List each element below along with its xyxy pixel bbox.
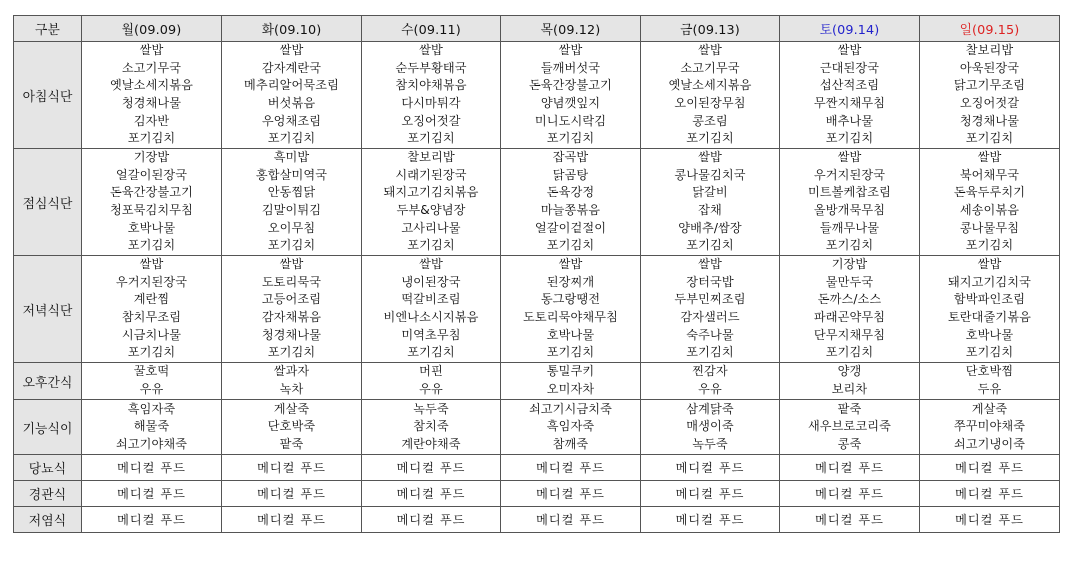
menu-cell-fri xyxy=(641,149,780,256)
menu-cell-tue xyxy=(222,363,362,400)
row-label: 당뇨식 xyxy=(14,455,82,481)
menu-item: 청경채나물 xyxy=(121,96,182,110)
medical-food-cell-mon: 메디컬 푸드 xyxy=(82,507,222,533)
medical-food-cell-wed: 메디컬 푸드 xyxy=(362,507,501,533)
row-label: 경관식 xyxy=(14,481,82,507)
menu-item: 녹두죽 xyxy=(413,401,449,416)
menu-cell-sun xyxy=(920,42,1060,149)
menu-cell-tue xyxy=(222,400,362,455)
menu-item: 계란찜 xyxy=(133,292,170,307)
menu-item: 팥죽 xyxy=(837,401,862,416)
menu-item: 미역초무침 xyxy=(401,327,461,342)
menu-cell-sun xyxy=(920,149,1060,256)
menu-item: 무짠지채무침 xyxy=(813,96,886,110)
menu-cell-fri xyxy=(641,42,780,149)
menu-item: 청포묵김치무침 xyxy=(109,203,194,217)
menu-item: 통밀쿠키 xyxy=(546,364,595,379)
weekly-menu-table xyxy=(13,15,1060,533)
menu-item: 비엔나소시지볶음 xyxy=(383,310,479,324)
menu-cell-sat xyxy=(780,363,920,400)
menu-item: 포기김치 xyxy=(267,238,316,253)
menu-item: 게살죽 xyxy=(971,401,1008,416)
menu-cell-thu xyxy=(501,42,641,149)
menu-item: 포기김치 xyxy=(965,238,1014,253)
menu-item: 해물죽 xyxy=(133,419,170,434)
table-header xyxy=(14,16,1060,42)
menu-item: 도토리묵국 xyxy=(261,274,322,289)
menu-item: 포기김치 xyxy=(686,131,734,146)
menu-item: 미트볼케찹조림 xyxy=(807,185,892,200)
menu-cell-fri xyxy=(641,363,780,400)
medical-food-cell-sun: 메디컬 푸드 xyxy=(920,481,1060,507)
menu-table-wrapper xyxy=(13,15,1059,533)
menu-item: 새우브로코리죽 xyxy=(807,419,892,434)
menu-item: 쌀과자 xyxy=(273,364,310,379)
menu-item: 돈육강정 xyxy=(546,185,595,200)
menu-item: 쌀밥 xyxy=(139,43,164,58)
menu-cell-fri xyxy=(641,400,780,455)
menu-cell-tue xyxy=(222,149,362,256)
menu-item: 감자채볶음 xyxy=(261,310,322,324)
low-sodium-row xyxy=(14,507,1060,533)
menu-item: 포기김치 xyxy=(825,238,874,253)
menu-item: 잡채 xyxy=(698,203,722,217)
medical-food-cell-sun: 메디컬 푸드 xyxy=(920,507,1060,533)
menu-item: 옛날소세지볶음 xyxy=(109,78,194,93)
menu-item: 김자반 xyxy=(133,113,170,128)
medical-food-cell-sat: 메디컬 푸드 xyxy=(780,455,920,481)
menu-item: 홍합살미역국 xyxy=(255,167,328,182)
medical-food-cell-mon: 메디컬 푸드 xyxy=(82,455,222,481)
menu-cell-wed xyxy=(362,256,501,363)
day-header-thu: 목(09.12) xyxy=(501,16,641,42)
medical-food-cell-sat: 메디컬 푸드 xyxy=(780,507,920,533)
menu-item: 콩조림 xyxy=(692,113,728,128)
menu-item: 들깨무나물 xyxy=(819,220,880,235)
menu-item: 돈육두루치기 xyxy=(953,185,1026,200)
menu-cell-tue xyxy=(222,42,362,149)
menu-item: 돈까스/소스 xyxy=(817,292,882,307)
menu-cell-thu xyxy=(501,149,641,256)
menu-cell-mon xyxy=(82,400,222,455)
menu-item: 쌀밥 xyxy=(698,257,722,272)
menu-item: 매생이죽 xyxy=(686,419,734,434)
menu-item: 섭산적조림 xyxy=(819,78,880,93)
menu-item: 콩죽 xyxy=(837,436,862,451)
menu-item: 참치죽 xyxy=(413,419,449,434)
menu-item: 고등어조림 xyxy=(261,292,322,307)
menu-cell-sun xyxy=(920,256,1060,363)
menu-item: 떡갈비조림 xyxy=(401,292,461,307)
menu-cell-mon xyxy=(82,256,222,363)
menu-cell-wed xyxy=(362,42,501,149)
menu-item: 포기김치 xyxy=(267,131,316,146)
menu-item: 시금치나물 xyxy=(121,327,182,342)
row-label: 점심식단 xyxy=(14,149,82,256)
menu-item: 우유 xyxy=(419,382,443,396)
menu-item: 우엉채조림 xyxy=(261,113,322,128)
menu-item: 물만두국 xyxy=(825,274,874,289)
menu-item: 찰보리밥 xyxy=(407,150,455,165)
menu-item: 아욱된장국 xyxy=(959,60,1020,75)
menu-item: 닭곰탕 xyxy=(552,167,589,182)
menu-item: 북어채무국 xyxy=(959,167,1020,182)
menu-item: 머핀 xyxy=(419,364,443,379)
menu-item: 오이된장무침 xyxy=(674,96,746,110)
menu-cell-sat xyxy=(780,256,920,363)
menu-item: 쌀밥 xyxy=(837,43,862,58)
day-header-wed: 수(09.11) xyxy=(362,16,501,42)
menu-item: 돼지고기김치국 xyxy=(947,274,1032,289)
menu-cell-sat xyxy=(780,42,920,149)
menu-item: 흑임자죽 xyxy=(546,419,595,434)
medical-food-cell-fri: 메디컬 푸드 xyxy=(641,507,780,533)
menu-item: 포기김치 xyxy=(965,131,1014,146)
dinner-row xyxy=(14,256,1060,363)
menu-item: 마늘쫑볶음 xyxy=(540,203,601,217)
menu-item: 포기김치 xyxy=(825,131,874,146)
menu-item: 근대된장국 xyxy=(819,60,880,75)
menu-item: 들깨버섯국 xyxy=(540,60,601,75)
menu-cell-thu xyxy=(501,400,641,455)
menu-item: 쇠고기야채죽 xyxy=(115,436,188,451)
menu-cell-thu xyxy=(501,256,641,363)
menu-item: 감자샐러드 xyxy=(680,310,740,324)
menu-item: 단무지채무침 xyxy=(813,327,886,342)
menu-item: 쇠고기시금치죽 xyxy=(528,401,613,416)
menu-item: 호박나물 xyxy=(965,327,1014,342)
menu-item: 양갱 xyxy=(837,364,862,379)
menu-item: 청경채나물 xyxy=(959,113,1020,128)
medical-food-cell-thu: 메디컬 푸드 xyxy=(501,507,641,533)
menu-item: 두부&양념장 xyxy=(396,203,466,217)
menu-item: 쌀밥 xyxy=(419,43,443,58)
menu-item: 쌀밥 xyxy=(558,257,583,272)
menu-item: 팥죽 xyxy=(279,436,304,451)
menu-item: 쌀밥 xyxy=(977,150,1002,165)
menu-item: 보리차 xyxy=(831,382,868,396)
menu-item: 참치무조림 xyxy=(121,310,182,324)
menu-item: 버섯볶음 xyxy=(267,96,316,110)
menu-item: 흑임자죽 xyxy=(127,401,176,416)
menu-item: 쇠고기냉이죽 xyxy=(953,436,1026,451)
menu-cell-mon xyxy=(82,149,222,256)
menu-item: 포기김치 xyxy=(127,131,176,146)
menu-item: 숙주나물 xyxy=(686,327,734,342)
menu-cell-tue xyxy=(222,256,362,363)
menu-item: 콩나물김치국 xyxy=(674,167,746,182)
menu-item: 얼갈이된장국 xyxy=(115,167,188,182)
menu-item: 시래기된장국 xyxy=(395,167,467,182)
menu-item: 쌀밥 xyxy=(977,257,1002,272)
menu-item: 오징어젓갈 xyxy=(959,96,1020,110)
menu-item: 쌀밥 xyxy=(698,150,722,165)
menu-item: 소고기무국 xyxy=(680,60,740,75)
menu-item: 호박나물 xyxy=(546,327,595,342)
menu-item: 우거지된장국 xyxy=(813,167,886,182)
medical-food-cell-thu: 메디컬 푸드 xyxy=(501,455,641,481)
menu-item: 쌀밥 xyxy=(837,150,862,165)
menu-item: 배추나물 xyxy=(825,113,874,128)
menu-item: 돈육간장불고기 xyxy=(528,78,613,93)
menu-item: 찐감자 xyxy=(692,364,728,379)
menu-item: 계란야채죽 xyxy=(401,436,461,451)
menu-item: 쌀밥 xyxy=(698,43,722,58)
menu-item: 도토리묵야채무침 xyxy=(523,310,618,324)
menu-cell-fri xyxy=(641,256,780,363)
menu-item: 쭈꾸미야채죽 xyxy=(953,419,1026,434)
menu-item: 닭갈비 xyxy=(692,185,728,200)
medical-food-cell-sun: 메디컬 푸드 xyxy=(920,455,1060,481)
menu-item: 올방개묵무침 xyxy=(813,203,886,217)
menu-item: 쌀밥 xyxy=(139,257,164,272)
menu-cell-sun xyxy=(920,363,1060,400)
row-label: 오후간식 xyxy=(14,363,82,400)
menu-item: 포기김치 xyxy=(407,131,455,146)
header-row xyxy=(14,16,1060,42)
menu-item: 포기김치 xyxy=(965,345,1014,360)
menu-item: 오이무침 xyxy=(267,220,316,235)
menu-item: 포기김치 xyxy=(267,345,316,360)
menu-item: 포기김치 xyxy=(686,345,734,360)
corner-header: 구분 xyxy=(14,16,82,42)
menu-item: 포기김치 xyxy=(127,345,176,360)
menu-cell-sun xyxy=(920,400,1060,455)
medical-food-cell-wed: 메디컬 푸드 xyxy=(362,455,501,481)
snack-row xyxy=(14,363,1060,400)
menu-cell-wed xyxy=(362,363,501,400)
lunch-row xyxy=(14,149,1060,256)
menu-item: 얼갈이겉절이 xyxy=(534,220,607,235)
menu-item: 포기김치 xyxy=(546,238,595,253)
menu-cell-mon xyxy=(82,363,222,400)
menu-item: 녹두죽 xyxy=(692,436,728,451)
menu-item: 닭고기무조림 xyxy=(953,78,1026,93)
day-header-sat: 토(09.14) xyxy=(780,16,920,42)
medical-food-cell-fri: 메디컬 푸드 xyxy=(641,481,780,507)
medical-food-cell-fri: 메디컬 푸드 xyxy=(641,455,780,481)
menu-item: 함박파인조림 xyxy=(953,292,1026,307)
menu-cell-sat xyxy=(780,149,920,256)
menu-item: 우유 xyxy=(139,382,164,396)
menu-item: 우유 xyxy=(698,382,722,396)
menu-item: 단호박찜 xyxy=(965,364,1014,379)
menu-item: 토란대줄기볶음 xyxy=(947,310,1032,324)
menu-item: 오미자차 xyxy=(546,382,595,396)
row-label: 기능식이 xyxy=(14,400,82,455)
menu-item: 흑미밥 xyxy=(273,150,310,165)
menu-item: 감자계란국 xyxy=(261,60,322,75)
menu-item: 콩나물무침 xyxy=(959,220,1020,235)
menu-cell-mon xyxy=(82,42,222,149)
medical-food-cell-thu: 메디컬 푸드 xyxy=(501,481,641,507)
menu-item: 돈육간장불고기 xyxy=(109,185,194,200)
menu-item: 쌀밥 xyxy=(279,257,304,272)
menu-item: 김말이튀김 xyxy=(261,203,322,217)
menu-item: 포기김치 xyxy=(407,238,455,253)
day-header-sun: 일(09.15) xyxy=(920,16,1060,42)
menu-item: 고사리나물 xyxy=(401,220,461,235)
menu-item: 잡곡밥 xyxy=(552,150,589,165)
menu-item: 포기김치 xyxy=(546,131,595,146)
menu-item: 파래곤약무침 xyxy=(813,310,886,324)
menu-cell-sat xyxy=(780,400,920,455)
menu-item: 우거지된장국 xyxy=(115,274,188,289)
menu-item: 세송이볶음 xyxy=(959,203,1020,217)
menu-item: 동그랑땡전 xyxy=(540,292,601,307)
menu-item: 쌀밥 xyxy=(419,257,443,272)
row-label: 저녁식단 xyxy=(14,256,82,363)
menu-item: 단호박죽 xyxy=(267,419,316,434)
menu-item: 청경채나물 xyxy=(261,327,322,342)
menu-item: 참치야채볶음 xyxy=(395,78,467,93)
menu-item: 찰보리밥 xyxy=(965,43,1014,58)
day-header-tue: 화(09.10) xyxy=(222,16,362,42)
row-label: 저염식 xyxy=(14,507,82,533)
menu-cell-thu xyxy=(501,363,641,400)
menu-item: 게살죽 xyxy=(273,401,310,416)
menu-item: 꿀호떡 xyxy=(133,364,170,379)
menu-item: 냉이된장국 xyxy=(401,274,461,289)
menu-item: 녹차 xyxy=(279,382,304,396)
tube-feeding-row xyxy=(14,481,1060,507)
menu-item: 안동찜닭 xyxy=(267,185,316,200)
menu-item: 소고기무국 xyxy=(121,60,182,75)
menu-item: 포기김치 xyxy=(407,345,455,360)
menu-cell-wed xyxy=(362,149,501,256)
menu-item: 미니도시락김 xyxy=(534,113,607,128)
menu-item: 장터국밥 xyxy=(686,274,734,289)
menu-item: 참깨죽 xyxy=(552,436,589,451)
medical-food-cell-wed: 메디컬 푸드 xyxy=(362,481,501,507)
menu-cell-wed xyxy=(362,400,501,455)
menu-item: 돼지고기김치볶음 xyxy=(383,185,479,200)
medical-food-cell-tue: 메디컬 푸드 xyxy=(222,481,362,507)
menu-item: 삼계닭죽 xyxy=(686,401,734,416)
menu-item: 메추리알어묵조림 xyxy=(244,78,339,93)
medical-food-cell-mon: 메디컬 푸드 xyxy=(82,481,222,507)
menu-item: 순두부황태국 xyxy=(395,60,467,75)
menu-item: 두부민찌조림 xyxy=(674,292,746,307)
menu-item: 호박나물 xyxy=(127,220,176,235)
medical-food-cell-sat: 메디컬 푸드 xyxy=(780,481,920,507)
menu-item: 된장찌개 xyxy=(546,274,595,289)
breakfast-row xyxy=(14,42,1060,149)
menu-item: 다시마튀각 xyxy=(401,96,461,110)
medical-food-cell-tue: 메디컬 푸드 xyxy=(222,507,362,533)
functional-diet-row xyxy=(14,400,1060,455)
menu-item: 양배추/쌈장 xyxy=(678,220,742,235)
menu-item: 포기김치 xyxy=(686,238,734,253)
menu-item: 포기김치 xyxy=(825,345,874,360)
menu-item: 양념깻잎지 xyxy=(540,96,601,110)
menu-item: 기장밥 xyxy=(133,150,170,165)
menu-item: 옛날소세지볶음 xyxy=(668,78,752,93)
table-body xyxy=(14,42,1060,533)
menu-item: 포기김치 xyxy=(546,345,595,360)
medical-food-cell-tue: 메디컬 푸드 xyxy=(222,455,362,481)
menu-item: 오징어젓갈 xyxy=(401,113,461,128)
menu-item: 쌀밥 xyxy=(558,43,583,58)
menu-item: 쌀밥 xyxy=(279,43,304,58)
menu-item: 기장밥 xyxy=(831,257,868,272)
row-label: 아침식단 xyxy=(14,42,82,149)
menu-item: 포기김치 xyxy=(127,238,176,253)
diabetic-diet-row xyxy=(14,455,1060,481)
day-header-fri: 금(09.13) xyxy=(641,16,780,42)
day-header-mon: 월(09.09) xyxy=(82,16,222,42)
menu-item: 두유 xyxy=(977,382,1002,396)
